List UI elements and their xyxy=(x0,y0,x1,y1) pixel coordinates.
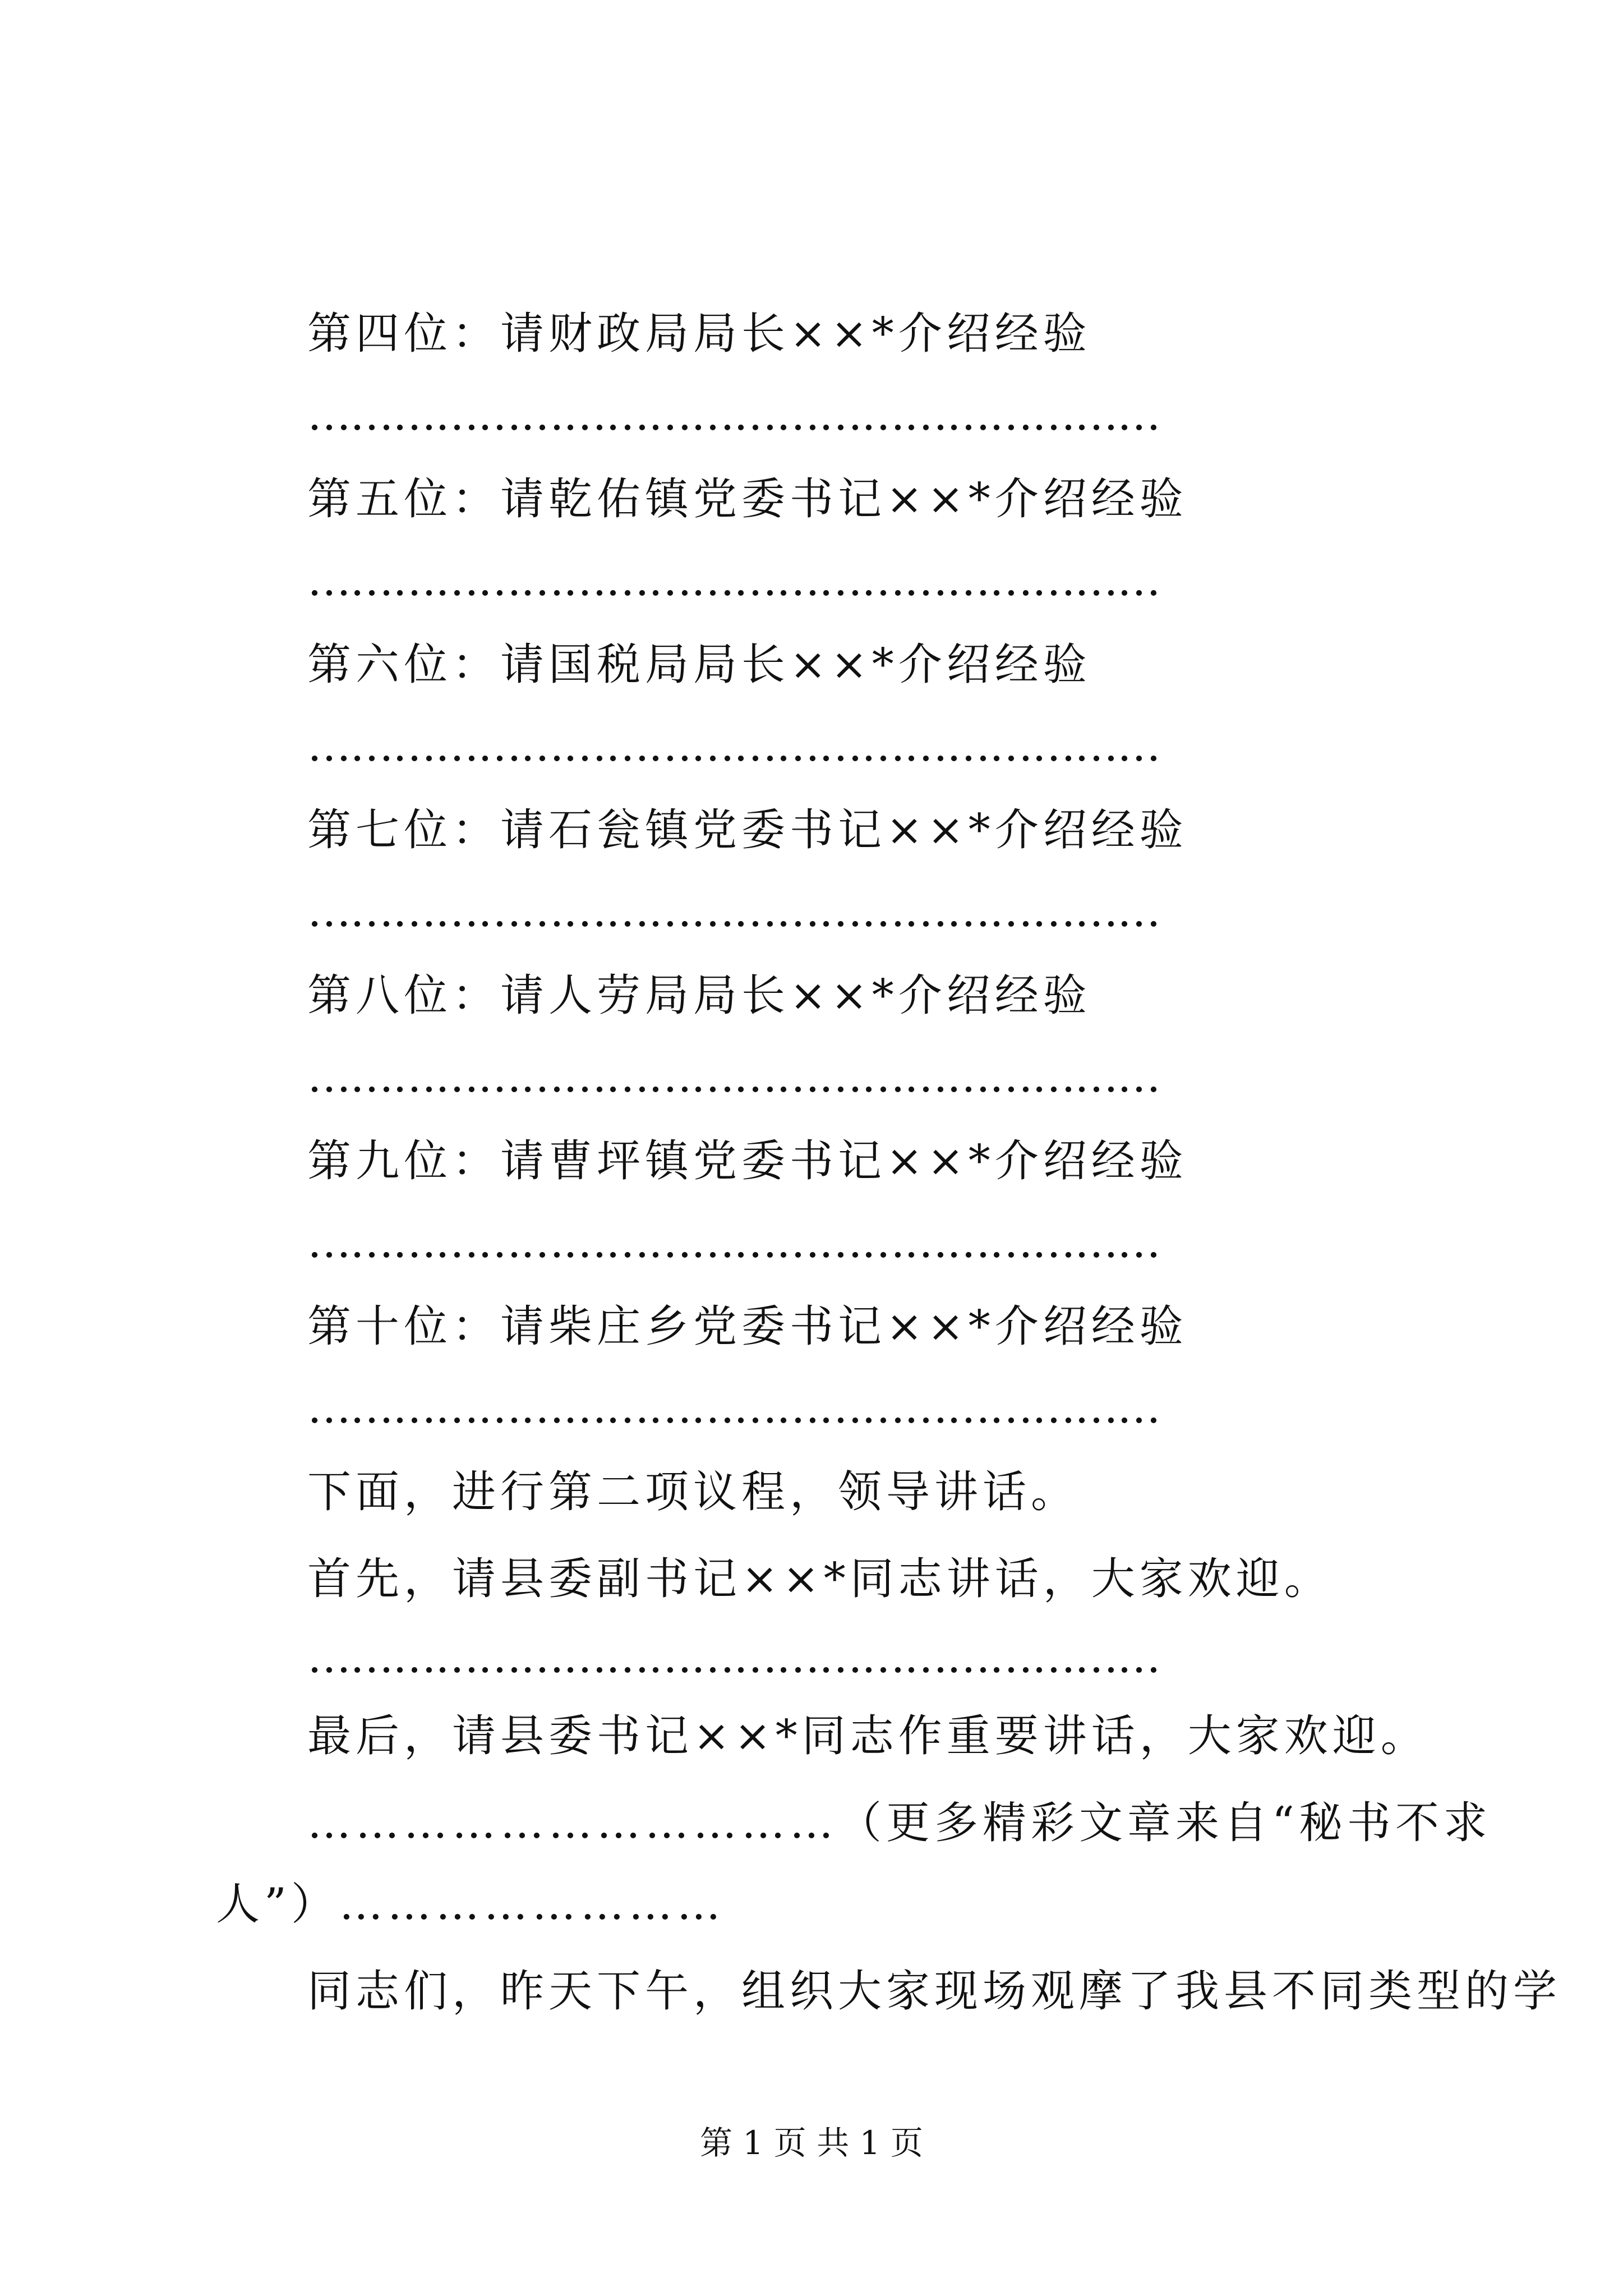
agenda-second-item: 下面，进行第二项议程，领导讲话。 xyxy=(307,1467,1080,1517)
ellipsis-separator: …………………………………………………… xyxy=(307,886,1160,937)
ellipsis-separator: …………………………………………………… xyxy=(307,1052,1160,1102)
ellipsis-separator: …………………………………………………… xyxy=(307,1632,1160,1683)
ellipsis-separator: …………………………………………………… xyxy=(307,721,1160,771)
agenda-item-7: 第七位：请石瓮镇党委书记××*介绍经验 xyxy=(307,805,1188,855)
agenda-item-5: 第五位：请乾佑镇党委书记××*介绍经验 xyxy=(307,474,1188,524)
agenda-item-9: 第九位：请曹坪镇党委书记××*介绍经验 xyxy=(307,1136,1188,1186)
ellipsis-separator: …………………………………………………… xyxy=(307,1383,1160,1433)
ellipsis-separator: …………………………………………………… xyxy=(307,390,1160,440)
speech-last: 最后，请县委书记××*同志作重要讲话，大家欢迎。 xyxy=(307,1711,1429,1761)
ellipsis-separator: …………………………………………………… xyxy=(307,1217,1160,1268)
source-note-line-1: ……………………………（更多精彩文章来自“秘书不求 xyxy=(307,1798,1492,1848)
agenda-item-4: 第四位：请财政局局长××*介绍经验 xyxy=(307,309,1091,359)
agenda-item-6: 第六位：请国税局局长××*介绍经验 xyxy=(307,639,1091,690)
speech-first: 首先，请县委副书记××*同志讲话，大家欢迎。 xyxy=(307,1554,1332,1604)
closing-paragraph: 同志们，昨天下午，组织大家现场观摩了我县不同类型的学 xyxy=(307,1966,1562,2017)
page-number: 第 1 页 共 1 页 xyxy=(700,2124,923,2162)
source-note-line-2: 人”）…………………… xyxy=(216,1879,725,1930)
ellipsis-separator: …………………………………………………… xyxy=(307,555,1160,606)
agenda-item-8: 第八位：请人劳局局长××*介绍经验 xyxy=(307,970,1091,1021)
agenda-item-10: 第十位：请柴庄乡党委书记××*介绍经验 xyxy=(307,1301,1188,1352)
